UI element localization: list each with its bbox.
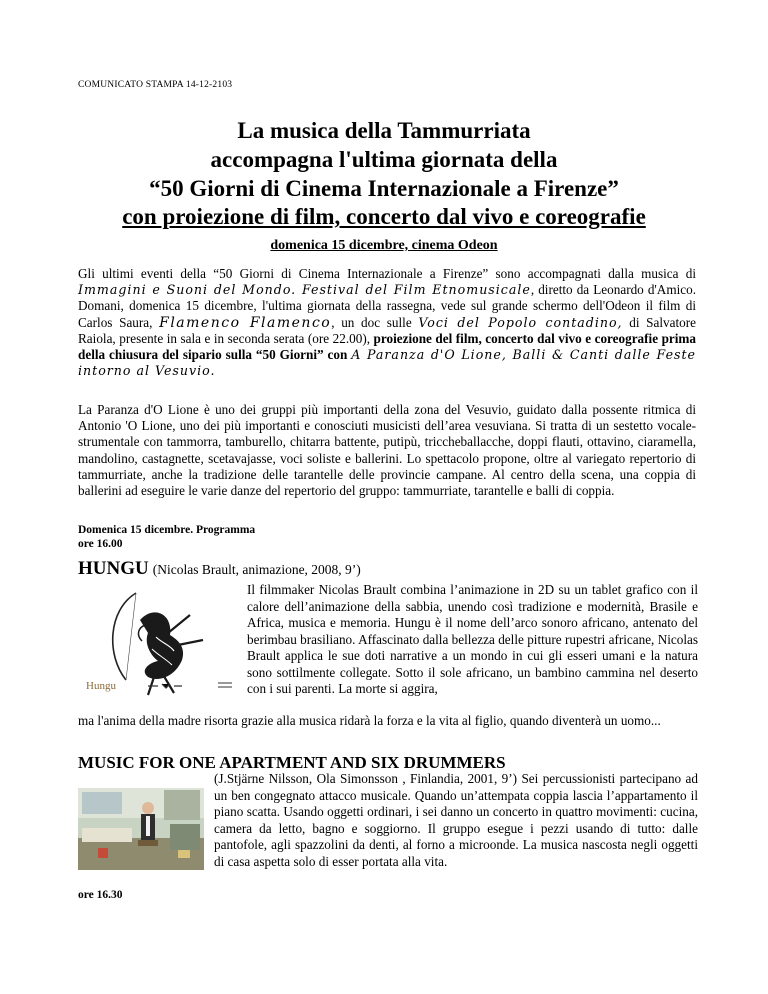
film-music-for-one-apartment-heading: MUSIC FOR ONE APARTMENT AND SIX DRUMMERS (78, 753, 506, 772)
intro-paragraph: Gli ultimi eventi della “50 Giorni di Cinema Internazionale a Firenze” sono accompagnati dalla musica di Immagini e Suoni del Mondo. Festival del Film Etnomusicale, diretto da Leonardo d'Amico. Domani, domenica 15 dicembre, l'ultima giornata della rassegna, vede sul grande schermo dell'Odeon il film di Carlos Saura, Flamenco Flamenco, un doc sulle Voci del Popolo contadino, di Salvatore Raiola, presente in sala e in seconda serata (ore 22.00), proiezione del film, concerto dal vivo e coreografie prima della chiusura del sipario sulla “50 Giorni” con A Paranza d'O Lione, Balli & Canti dalle Feste intorno al Vesuvio. (78, 266, 697, 379)
title-line-3: “50 Giorni di Cinema Internazionale a Firenze” (149, 176, 619, 201)
time-16-30: ore 16.30 (78, 889, 123, 901)
press-release-code: COMUNICATO STAMPA 14-12-2103 (78, 80, 233, 90)
group-name: A Paranza d'O Lione, Balli & Canti dalle Feste intorno al Vesuvio. (78, 347, 697, 379)
title-line-4: con proiezione di film, concerto dal vivo e coreografie (122, 204, 646, 229)
music-for-one-apartment-description: (J.Stjärne Nilsson, Ola Simonsson , Finlandia, 2001, 9’) Sei percussionisti partecipano ad un ben congegnato attacco musicale. Quando un’attempata coppia lascia l’appartamento il piano scatta. Usando oggetti ordinari, i sei danno un concerto in quattro movimenti: cucina, camera da letto, bagno e soggiorno. Il gruppo esegue i pezzi usando di tutto: dalle pantofole, agli spazzolini da denti, al forno a microonde. La musica nascosta negli oggetti di casa aspetta solo di esser portata alla vita. (214, 771, 698, 869)
title-line-2: accompagna l'ultima giornata della (210, 147, 558, 172)
film-hungu-heading: HUNGU (Nicolas Brault, animazione, 2008, 9’) (78, 558, 361, 579)
doc-name: Voci del Popolo contadino, (418, 314, 623, 330)
film-name-flamenco: Flamenco Flamenco (159, 314, 332, 331)
hungu-description: Il filmmaker Nicolas Brault combina l’animazione in 2D su un tablet grafico con il calore dell’animazione della sabbia, unendo così tradizione e modernità, Brasile e Africa, musica e memoria. Hungu è il nome dell’arco sonoro africano, antenato del berimbau brasiliano. Affascinato dalla bellezza delle pitture rupestri africane, Nicolas Brault applica le sue doti narrative a un mondo in cui gli esseri umani e la natura sono sottilmente collegate. Sotto il sole africano, un bambino cammina nel deserto con i sui parenti. La morte si aggira, (247, 582, 698, 696)
hungu-poster-image (78, 585, 238, 703)
time-16-00: ore 16.00 (78, 538, 123, 550)
event-date-venue: domenica 15 dicembre, cinema Odeon (270, 238, 498, 253)
festival-name: Immagini e Suoni del Mondo. Festival del Film Etnomusicale (78, 282, 531, 298)
hungu-description-end: ma l'anima della madre risorta grazie alla musica ridarà la forza e la vita al figlio, quando diventerà un uomo... (78, 713, 661, 728)
poster-title-text: Hungu (86, 680, 116, 692)
title-line-1: La musica della Tammurriata (237, 118, 531, 143)
program-heading: Domenica 15 dicembre. Programma ore 16.00 (78, 524, 256, 550)
music-for-one-apartment-still-image (78, 788, 204, 870)
group-description-paragraph: La Paranza d'O Lione è uno dei gruppi più importanti della zona del Vesuvio, guidato dalla possente ritmica di Antonio 'O Lione, uno dei più importanti e conosciuti musicisti dell’area vesuviana. Si tratta di un sestetto vocale-strumentale con tammorra, tamburello, chitarra battente, putipù, triccheballacche, doppi flauti, ottavino, ciaramella, mandolino, castagnette, scetavajasse, voci soliste e ballerini. Lo spettacolo propone, oltre al variegato repertorio di tammurriate, anche la tradizione delle tarantelle delle provincie campane. Al centro della scena, una coppia di ballerini ad eseguire le varie danze del repertorio del gruppo: tammurriate, tarantelle e balli di coppia. (78, 402, 696, 499)
